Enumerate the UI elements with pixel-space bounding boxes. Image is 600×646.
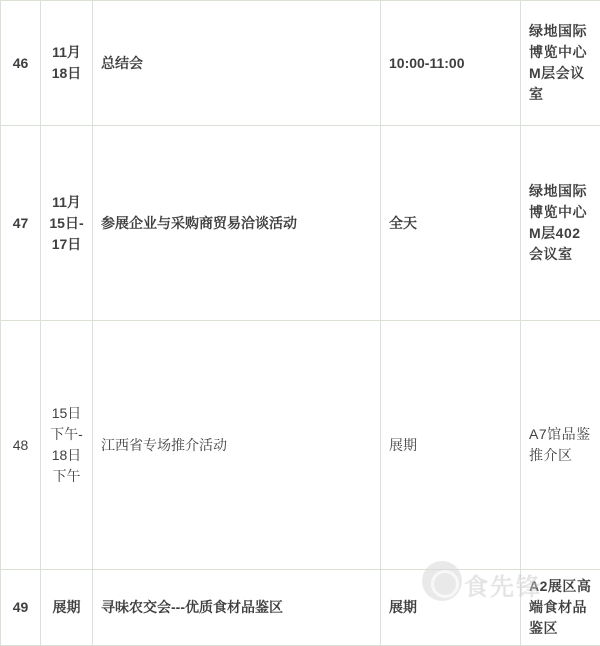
row-activity-name: 参展企业与采购商贸易洽谈活动 bbox=[93, 126, 381, 321]
table-row bbox=[1, 570, 600, 646]
row-place: A2展区高端食材品鉴区 bbox=[521, 570, 600, 646]
row-date: 11月15日-17日 bbox=[41, 126, 93, 321]
table-row bbox=[1, 321, 600, 570]
row-number: 48 bbox=[1, 321, 41, 570]
row-place: A7馆品鉴推介区 bbox=[521, 321, 600, 570]
row-number: 47 bbox=[1, 126, 41, 321]
row-date: 15日下午-18日下午 bbox=[41, 321, 93, 570]
watermark-text: 食先锋 bbox=[464, 567, 542, 602]
row-number: 49 bbox=[1, 570, 41, 646]
row-place: 绿地国际博览中心M层402会议室 bbox=[521, 126, 600, 321]
row-date: 11月18日 bbox=[41, 1, 93, 126]
row-place: 绿地国际博览中心M层会议室 bbox=[521, 1, 600, 126]
table-row bbox=[1, 126, 600, 321]
row-time: 展期 bbox=[381, 570, 521, 646]
row-time: 全天 bbox=[381, 126, 521, 321]
row-number: 46 bbox=[1, 1, 41, 126]
row-time: 10:00-11:00 bbox=[381, 1, 521, 126]
row-activity-name: 寻味农交会---优质食材品鉴区 bbox=[93, 570, 381, 646]
row-time: 展期 bbox=[381, 321, 521, 570]
row-date: 展期 bbox=[41, 570, 93, 646]
row-activity-name: 江西省专场推介活动 bbox=[93, 321, 381, 570]
row-activity-name: 总结会 bbox=[93, 1, 381, 126]
table-row bbox=[1, 1, 600, 126]
